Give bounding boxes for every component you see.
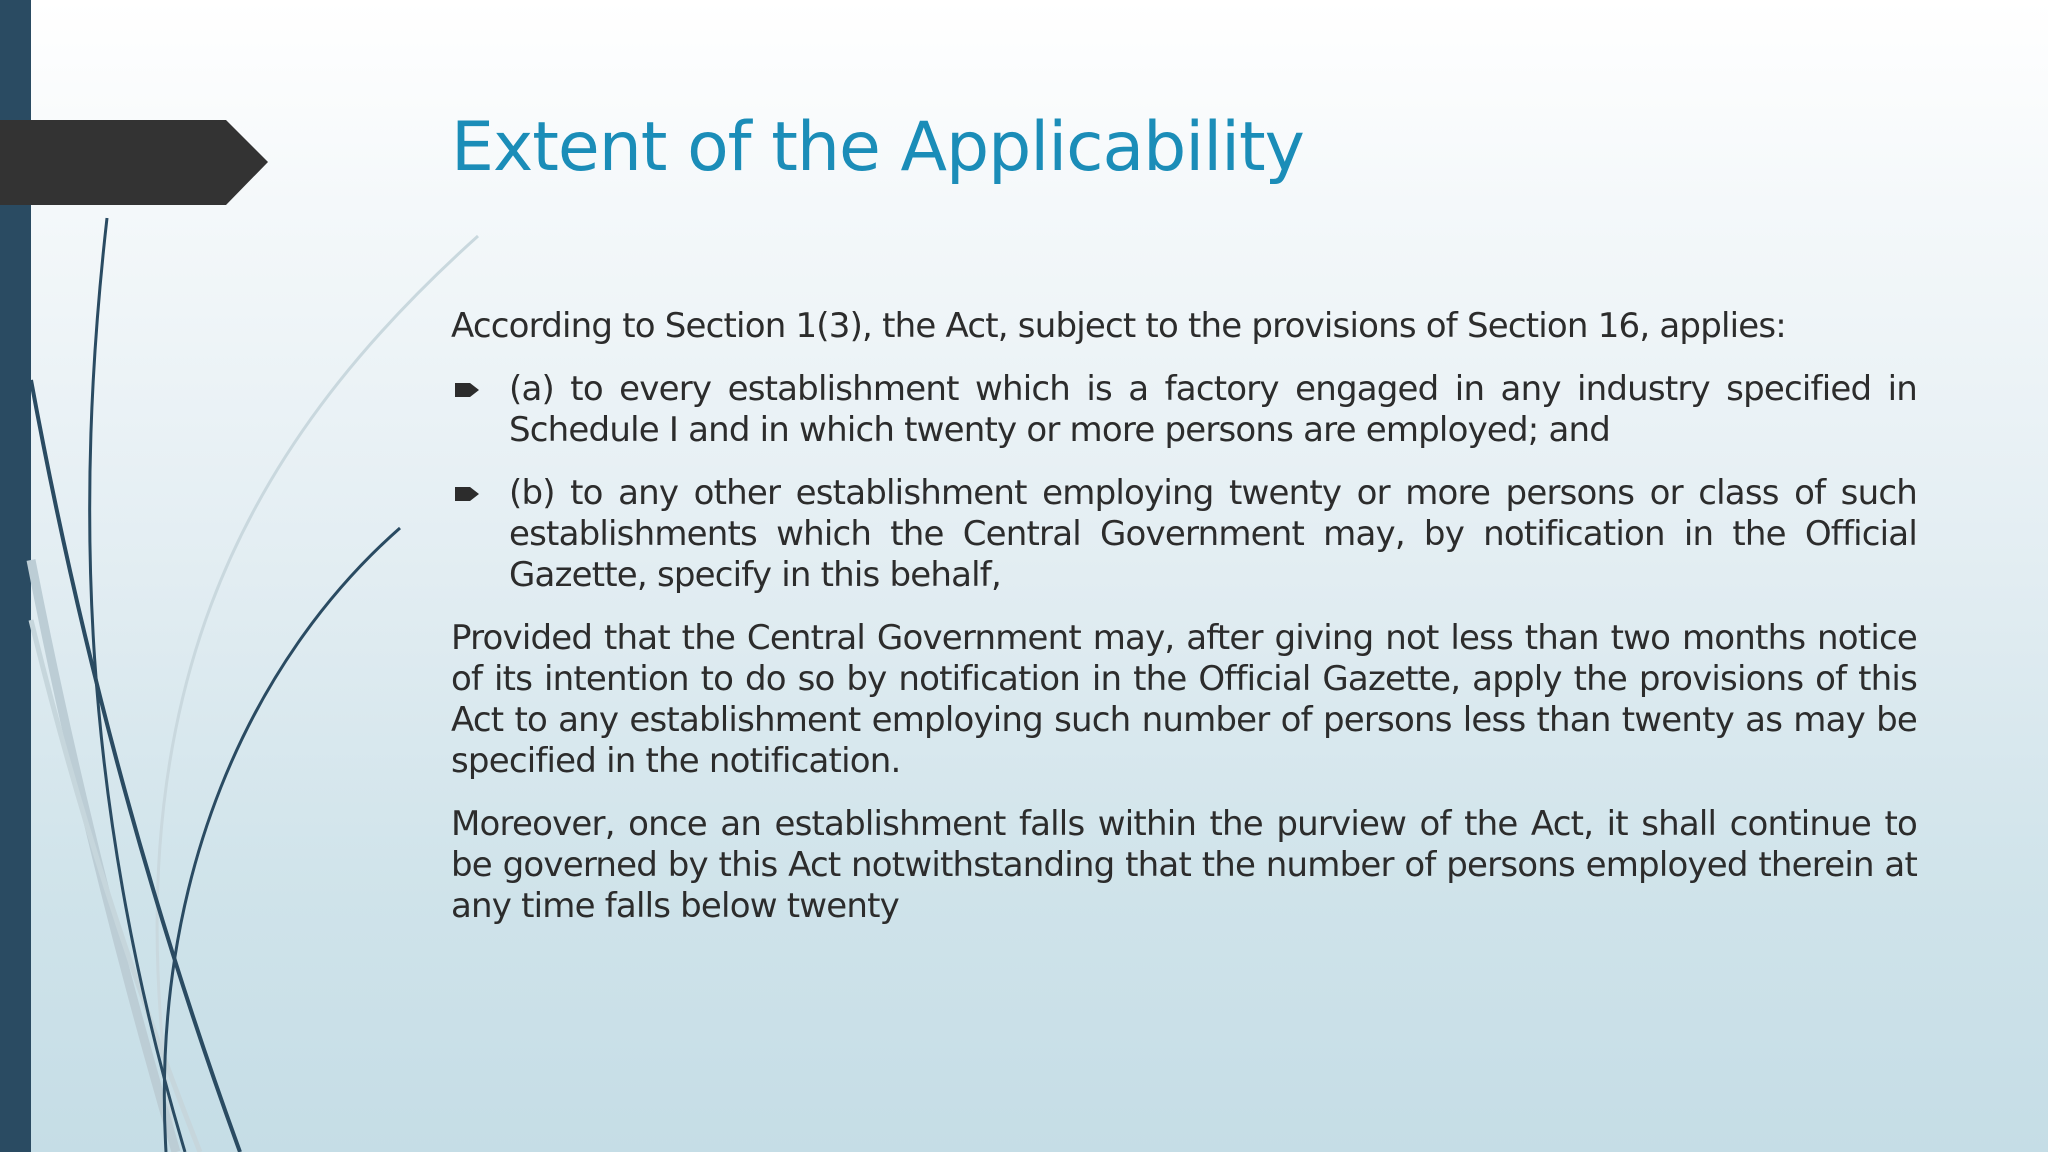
slide-body (451, 306, 1917, 949)
proviso-paragraph: Provided that the Central Government may, after giving not less than two months notice of its intention to do so by notification in the Official Gazette, apply the provisions of this Act to any establishment employing such number of persons less than twenty as may be specified in the notification. (451, 618, 1917, 781)
title-arrow-shape (0, 120, 268, 205)
dark-curve-2 (31, 380, 240, 1152)
moreover-paragraph: Moreover, once an establishment falls within the purview of the Act, it shall continue to be governed by this Act notwithstanding that the number of persons employed therein at any time falls below twenty (451, 804, 1917, 926)
light-curve-2 (31, 560, 176, 1152)
bullet-text: (b) to any other establishment employing twenty or more persons or class of such establishments which the Central Government may, by notification in the Official Gazette, specify in this behalf, (509, 473, 1917, 595)
slide-title: Extent of the Applicability (451, 108, 1304, 187)
dark-curve-3 (164, 528, 400, 1152)
bullet-text: (a) to every establishment which is a factory engaged in any industry specified in Schedule I and in which twenty or more persons are employed; and (509, 369, 1917, 450)
bullet-item-a (451, 369, 1917, 451)
bullet-item-b (451, 473, 1917, 596)
arrow-bullet-icon (453, 380, 481, 400)
arrow-bullet-icon (453, 484, 481, 504)
intro-paragraph: According to Section 1(3), the Act, subject to the provisions of Section 16, applies: (451, 306, 1786, 346)
light-curve-1 (157, 236, 478, 1152)
